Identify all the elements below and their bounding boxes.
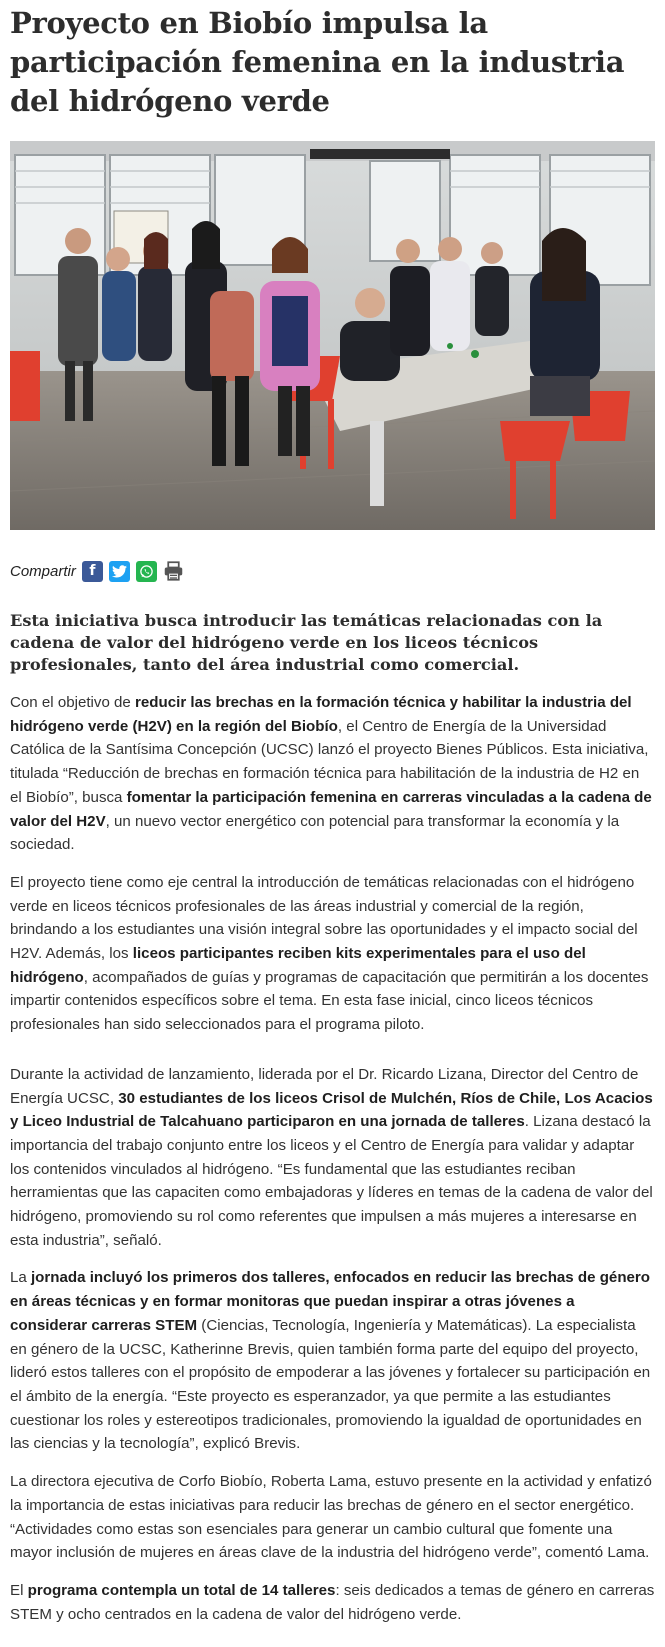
bold-text-run: 30 estudiantes de los liceos Crisol de Mulchén, Ríos de Chile, Los Acacios y Liceo Industrial de Talcahuano participaron en una jornada de talleres [10, 1089, 653, 1131]
text-run: La directora ejecutiva de Corfo Biobío, Roberta Lama, estuvo presente en la actividad y enfatizó la importancia de estas iniciativas para reducir las brechas de género en el sector energético. “Actividades como estas son esenciales para generar un cambio cultural que fomente una mayor inclusión de mujeres en áreas clave de la industria del hidrógeno verde”, comentó Lama. [10, 1473, 652, 1562]
article-lead: Esta iniciativa busca introducir las temáticas relacionadas con la cadena de valor del hidrógeno verde en los liceos técnicos profesionales, tanto del área industrial como comercial. [10, 611, 603, 674]
article-paragraph [10, 691, 655, 857]
classroom-photo-illustration [10, 141, 655, 530]
article-paragraph [10, 1579, 655, 1626]
text-run: , un nuevo vector energético con potencial para transformar la economía y la sociedad. [10, 812, 620, 854]
text-run: El [10, 1581, 28, 1599]
twitter-icon[interactable] [109, 561, 130, 582]
article-paragraph [10, 1470, 655, 1565]
text-run: (Ciencias, Tecnología, Ingeniería y Matemáticas). La especialista en género de la UCSC, Katherinne Brevis, quien también forma parte del equipo del proyecto, lideró estos talleres con el propósito de empoderar a las jóvenes y fortalecer su participación en el ámbito de la energía. “Este proyecto es esperanzador, ya que permite a las estudiantes cuestionar los roles y estereotipos tradicionales, promoviendo la igualdad de oportunidades en las ciencias y la tecnología”, explicó Brevis. [10, 1316, 651, 1453]
facebook-icon[interactable]: f [82, 561, 103, 582]
article-title: Proyecto en Biobío impulsa la participación femenina en la industria del hidrógeno verde [10, 6, 625, 118]
whatsapp-icon[interactable] [136, 561, 157, 582]
article-paragraph [10, 871, 655, 1037]
article-paragraph [10, 1266, 655, 1456]
bold-text-run: liceos participantes reciben kits experimentales para el uso del hidrógeno [10, 945, 586, 986]
bold-text-run: programa contempla un total de 14 talleres [27, 1581, 336, 1599]
bold-text-run: fomentar la participación femenina en carreras vinculadas a la cadena de valor del H2V [10, 788, 652, 830]
text-run: La [10, 1269, 31, 1287]
share-label: Compartir [10, 562, 76, 580]
article-photo [10, 141, 655, 530]
text-run: . Lizana destacó la importancia del trabajo conjunto entre los liceos y el Centro de Energía para validar y adaptar los contenidos vinculados al hidrógeno. “Es fundamental que las estudiantes reciban herramientas que las capaciten como embajadoras y líderes en temas de la cadena de valor del hidrógeno, promoviendo su rol como referentes que impulsen a más mujeres a interesarse en esta industria”, señaló. [10, 1113, 653, 1249]
share-bar [10, 557, 655, 585]
text-run: , acompañados de guías y programas de capacitación que permitirán a los docentes impartir contenidos específicos sobre el tema. En esta fase inicial, cinco liceos técnicos profesionales han sido seleccionados para el programa piloto. [10, 968, 649, 1034]
text-run: El proyecto tiene como eje central la introducción de temáticas relacionadas con el hidrógeno verde en liceos técnicos profesionales de las áreas industrial y comercial de la región, brindando a los estudiantes una visión integral sobre las oportunidades y el impacto social del H2V. Además, los [10, 873, 638, 963]
article-body [10, 691, 655, 1626]
article-paragraph [10, 1063, 655, 1253]
bold-text-run: jornada incluyó los primeros dos talleres, enfocados en reducir las brechas de género en áreas técnicas y en formar monitoras que puedan inspirar a otras jóvenes a considerar carreras STEM [10, 1269, 651, 1334]
text-run: Con el objetivo de [10, 694, 136, 711]
text-run: : seis dedicados a temas de género en carreras STEM y ocho centrados en la cadena de valor del hidrógeno verde. [10, 1581, 655, 1623]
text-run: Durante la actividad de lanzamiento, liderada por el Dr. Ricardo Lizana, Director del Centro de Energía UCSC, [10, 1065, 639, 1107]
bold-text-run: reducir las brechas en la formación técnica y habilitar la industria del hidrógeno verde (H2V) en la región del Biobío [10, 694, 632, 735]
print-icon[interactable] [163, 561, 184, 582]
text-run: , el Centro de Energía de la Universidad Católica de la Santísima Concepción (UCSC) lanzó el proyecto Bienes Públicos. Esta iniciativa, titulada “Reducción de brechas en formación técnica para habilitación de la industria de H2 en el Biobío”, busca [10, 717, 649, 806]
